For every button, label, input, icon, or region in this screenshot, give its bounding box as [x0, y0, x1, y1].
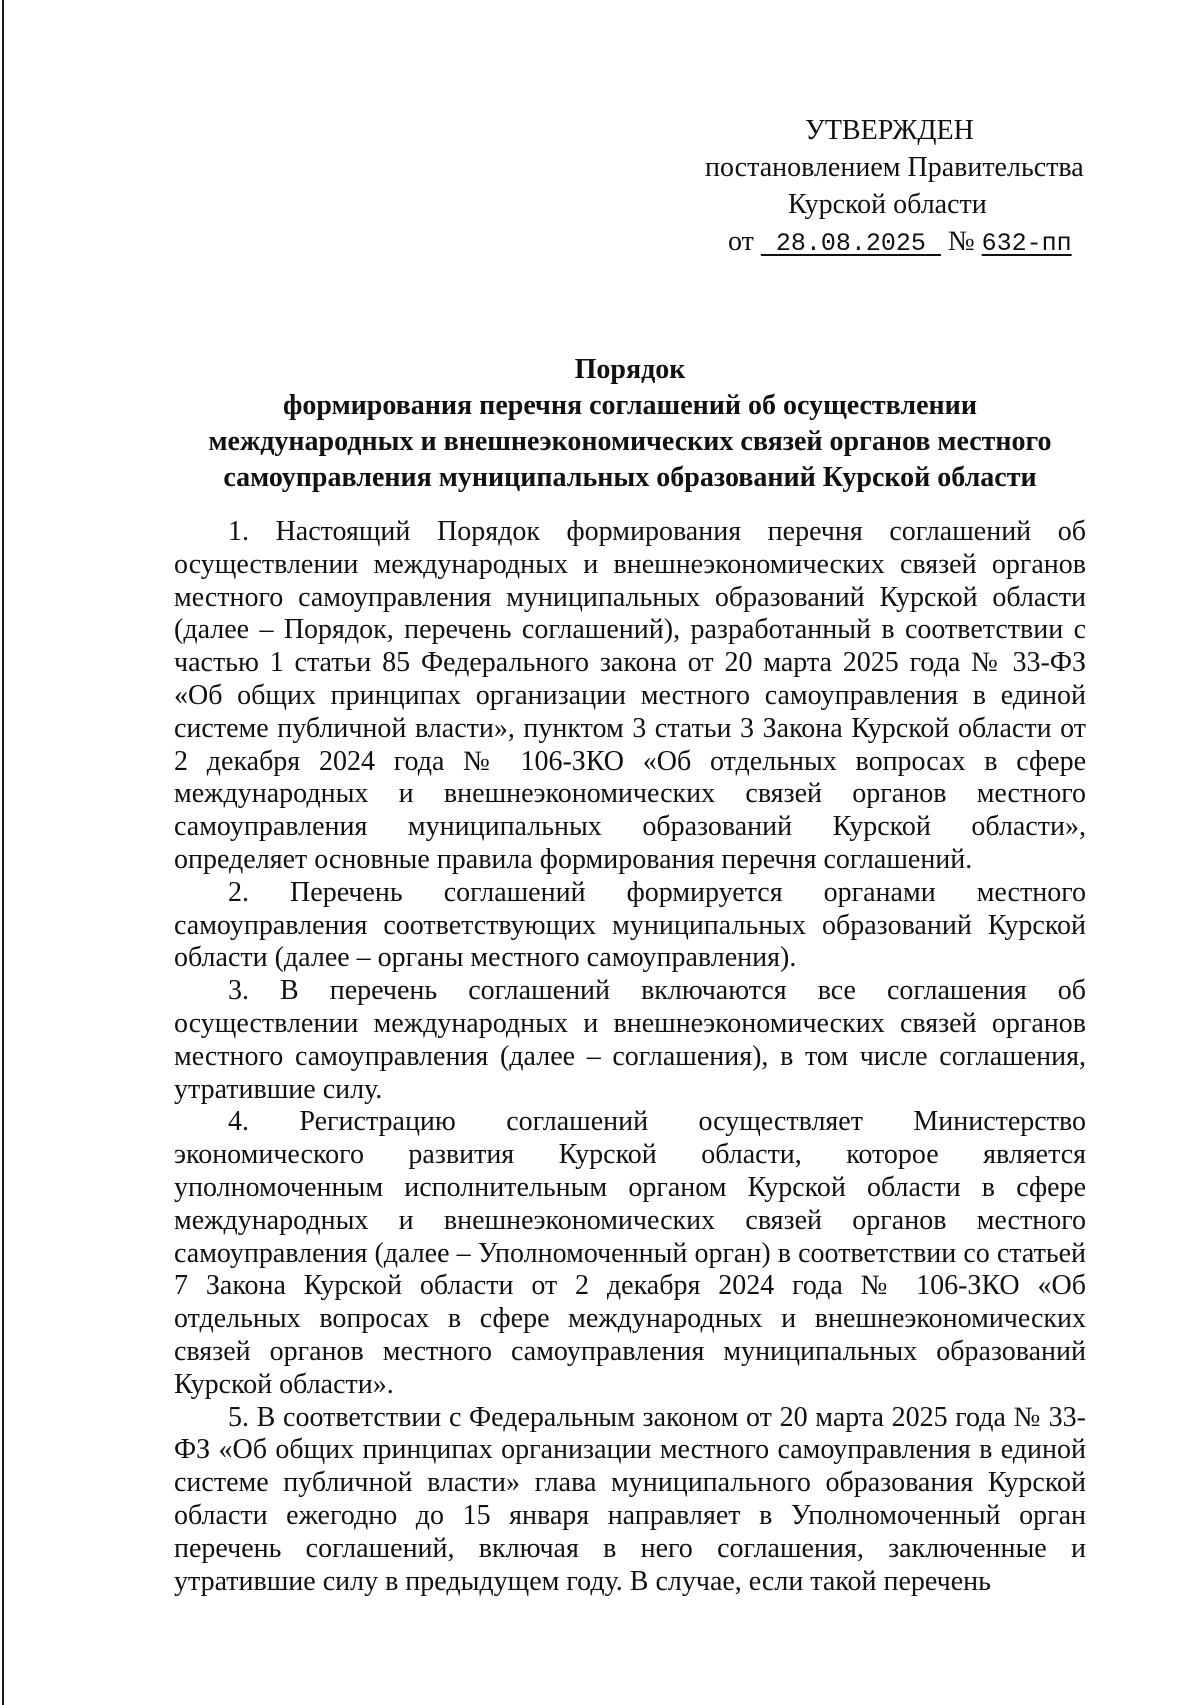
paragraph-5: 5. В соответствии с Федеральным законом от 20 марта 2025 года № 33-ФЗ «Об общих принципах организации местного самоуправления в единой системе публичной власти» глава муниципального образования Курской области ежегодно до 15 января направляет в Уполномоченный орган перечень соглашений, включая в него соглашения, заключенные и утратившие силу в предыдущем году. В случае, если такой перечень — [174, 1401, 1086, 1597]
approval-authority: постановлением Правительства — [705, 152, 1084, 183]
document-body — [174, 516, 1086, 1598]
document-title — [170, 352, 1090, 496]
approval-number: 632-пп — [981, 229, 1072, 258]
approval-region: Курской области — [788, 189, 987, 220]
approval-date-line — [620, 223, 1140, 262]
page-edge-line — [2, 0, 4, 1705]
approval-stamp — [620, 112, 1140, 262]
title-line-1: Порядок — [574, 354, 686, 385]
paragraph-2: 2. Перечень соглашений формируется органами местного самоуправления соответствующих муниципальных образований Курской области (далее – органы местного самоуправления). — [174, 876, 1086, 974]
approval-heading: УТВЕРЖДЕН — [805, 115, 974, 146]
approval-date: 28.08.2025 — [775, 229, 926, 258]
number-prefix: № — [947, 226, 975, 257]
paragraph-3: 3. В перечень соглашений включаются все соглашения об осуществлении международных и внешнеэкономических связей органов местного самоуправления (далее – соглашения), в том числе соглашения, утратившие силу. — [174, 975, 1086, 1105]
date-prefix: от — [728, 226, 754, 257]
title-line-3: международных и внешнеэкономических связей органов местного — [208, 426, 1052, 457]
paragraph-4: 4. Регистрацию соглашений осуществляет Министерство экономического развития Курской области, которое является уполномоченным исполнительным органом Курской области в сфере международных и внешнеэкономических связей органов местного самоуправления (далее – Уполномоченный орган) в соответствии со статьей 7 Закона Курской области от 2 декабря 2024 года № 106-ЗКО «Об отдельных вопросах в сфере международных и внешнеэкономических связей органов местного самоуправления муниципальных образований Курской области». — [174, 1106, 1086, 1400]
paragraph-1: 1. Настоящий Порядок формирования перечня соглашений об осуществлении международных и внешнеэкономических связей органов местного самоуправления муниципальных образований Курской области (далее – Порядок, перечень соглашений), разработанный в соответствии с частью 1 статьи 85 Федерального закона от 20 марта 2025 года № 33-ФЗ «Об общих принципах организации местного самоуправления в единой системе публичной власти», пунктом 3 статьи 3 Закона Курской области от 2 декабря 2024 года № 106-ЗКО «Об отдельных вопросах в сфере международных и внешнеэкономических связей органов местного самоуправления муниципальных образований Курской области», определяет основные правила формирования перечня соглашений. — [174, 516, 1086, 875]
title-line-4: самоуправления муниципальных образований Курской области — [223, 462, 1037, 493]
title-line-2: формирования перечня соглашений об осуществлении — [283, 390, 977, 421]
